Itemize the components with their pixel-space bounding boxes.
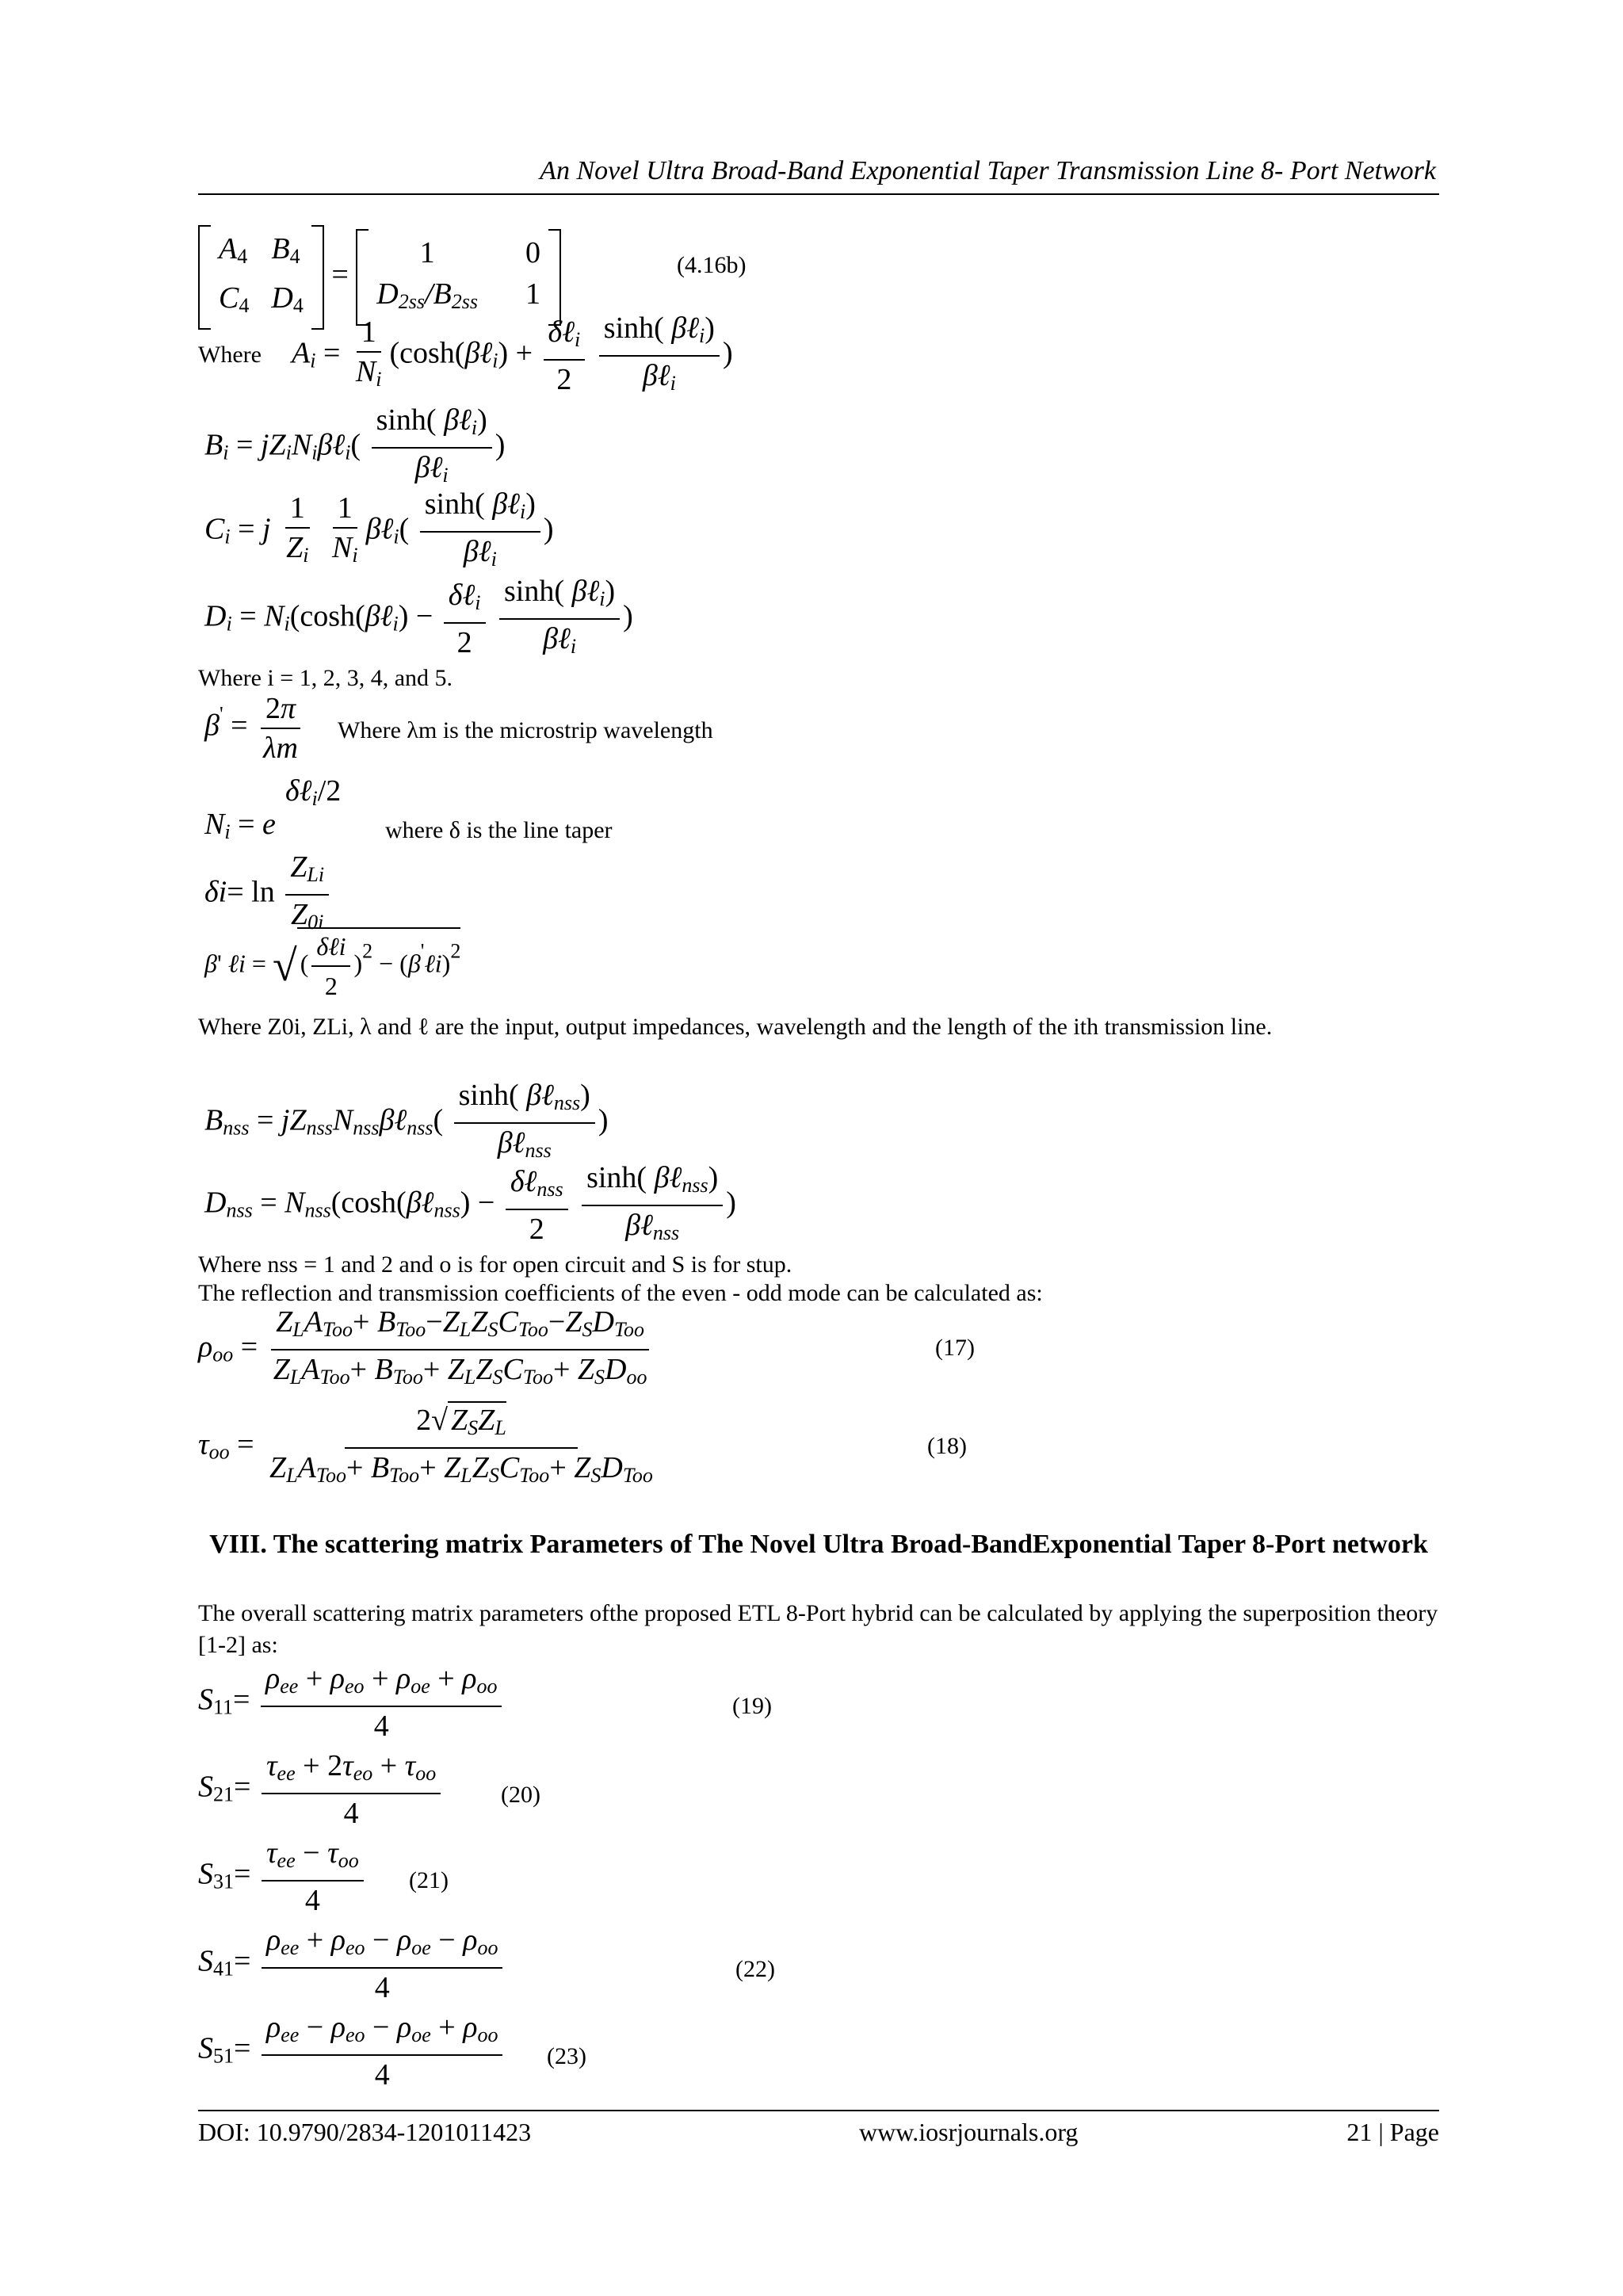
eq-number-4-16b: (4.16b) — [677, 252, 747, 278]
where-lambda-text: Where λm is the microstrip wavelength — [338, 717, 713, 743]
footer-rule — [198, 2110, 1439, 2111]
eq-s11: $S_{11}=$ $\frac{\rho_{ee} + \rho_{eo} + \rho_{oe} + \rho_{oo}}{4}$ — [198, 1661, 505, 1744]
eq-number-21: (21) — [409, 1867, 449, 1893]
eq-ci: $C_i = j$ $\frac{1}{Z_i}$ $\frac{1}{N_i}$ βℓ$_i$( $\frac{\sinh( \beta\ell_i)}{\beta\ell_i}$ ) — [204, 487, 554, 571]
footer-site: www.iosrjournals.org — [859, 2118, 1079, 2146]
eq-number-19: (19) — [732, 1693, 772, 1719]
eq-di: $D_i$ = $N_i(\cosh(\beta\ell_i)$ − $\frac{\delta\ell_i}{2}$ $\frac{\sinh( \beta\ell_i)}{\beta\ell_i}$ ) — [204, 575, 633, 659]
overall-text: The overall scattering matrix parameters ofthe proposed ETL 8-Port hybrid can be calculated by applying the superposition theory [1-2] as: — [198, 1600, 1438, 1658]
section-heading: VIII. The scattering matrix Parameters of The Novel Ultra Broad-BandExponential Taper 8-Port network — [209, 1530, 1428, 1559]
eq-tau-oo: $\tau_{oo}$ = $\frac{2√ Z_SZ_L}{Z_LA_{Too}+ B_{Too}+ Z_LZ_SC_{Too}+ Z_SD_{Too}}$ — [198, 1401, 661, 1493]
matrix-equation: $A_4$ $B_4$ $C_4$ $D_4$ = 1 0 $D_{2ss}/B_{2ss}$ 1 — [198, 225, 561, 330]
eq-number-20: (20) — [501, 1782, 540, 1808]
eq-ni: $N_i = e$ — [204, 808, 276, 843]
reflection-text: The reflection and transmission coefficients of the even - odd mode can be calculated as: — [198, 1280, 1043, 1306]
eq-beta-l-sqrt: β' ℓi = √ ( $\frac{\text{δℓi}}{2}$ )$^2$ − (β'ℓi)$^2$ — [204, 927, 460, 1003]
eq-s21: $S_{21}=$ $\frac{\tau_{ee} + 2\tau_{eo} + \tau_{oo}}{4}$ — [198, 1748, 444, 1831]
where-label: Where — [198, 342, 262, 368]
eq-dnss: $D_{nss}$ = $N_{nss}(\cosh(\beta\ell_{nss})$ − $\frac{\delta\ell_{nss}}{2}$ $\frac{\sinh( \beta\ell_{nss})}{\beta\ell_{nss}}$ ) — [204, 1161, 736, 1246]
where-z0i-text: Where Z0i, ZLi, λ and ℓ are the input, output impedances, wavelength and the length of the ith transmission line. — [198, 1014, 1273, 1040]
header-rule — [198, 193, 1439, 195]
eq-number-23: (23) — [547, 2043, 586, 2069]
eq-delta-i: δi= ln $\frac{Z_{Li}}{Z_{0i}}$ — [204, 850, 332, 940]
eq-bnss: $B_{nss}$ = $jZ_{nss}N_{nss}\beta\ell_{nss}$( $\frac{\sinh( \beta\ell_{nss})}{\beta\ell_{nss}}$ ) — [204, 1079, 609, 1162]
footer-page: 21 | Page — [1346, 2118, 1439, 2146]
eq-number-17: (17) — [935, 1335, 975, 1361]
eq-beta-prime: β' = $\frac{2\pi}{\lambda m}$ — [204, 691, 306, 766]
footer-doi: DOI: 10.9790/2834-1201011423 — [198, 2118, 532, 2146]
eq-s31: $S_{31}=$ $\frac{\tau_{ee} - \tau_{oo}}{4}$ — [198, 1836, 367, 1918]
eq-number-18: (18) — [927, 1433, 967, 1459]
eq-bi: $B_i$ = $jZ_iN_i\beta\ell_i$( $\frac{\sinh( \beta\ell_i)}{\beta\ell_i}$ ) — [204, 403, 506, 487]
where-delta-text: where δ is the line taper — [385, 817, 613, 843]
where-i-text: Where i = 1, 2, 3, 4, and 5. — [198, 665, 453, 691]
running-header: An Novel Ultra Broad-Band Exponential Taper Transmission Line 8- Port Network — [540, 156, 1436, 185]
eq-s41: $S_{41}=$ $\frac{\rho_{ee} + \rho_{eo} - \rho_{oe} - \rho_{oo}}{4}$ — [198, 1923, 506, 2005]
eq-ni-exponent: δℓ$_i$/2 — [285, 774, 342, 810]
eq-s51: $S_{51}=$ $\frac{\rho_{ee} - \rho_{eo} - \rho_{oe} + \rho_{oo}}{4}$ — [198, 2010, 506, 2092]
eq-rho-oo: $\rho_{oo}$ = $\frac{Z_LA_{Too}+ B_{Too}-Z_LZ_SC_{Too}-Z_SD_{Too}}{Z_LA_{Too}+ B_{Too}+ Z_LZ_SC_{Too}+ Z_SD_{oo}}$ — [198, 1305, 655, 1395]
eq-ai: $A_i$ = $\frac{1}{N_i}$ (cosh(βℓ$_i$) + $\frac{\delta\ell_i}{2}$ $\frac{\sinh( \beta\ell_i)}{\beta\ell_i}$ ) — [292, 311, 733, 396]
where-nss-text: Where nss = 1 and 2 and o is for open circuit and S is for stup. — [198, 1251, 792, 1278]
eq-number-22: (22) — [735, 1956, 775, 1982]
